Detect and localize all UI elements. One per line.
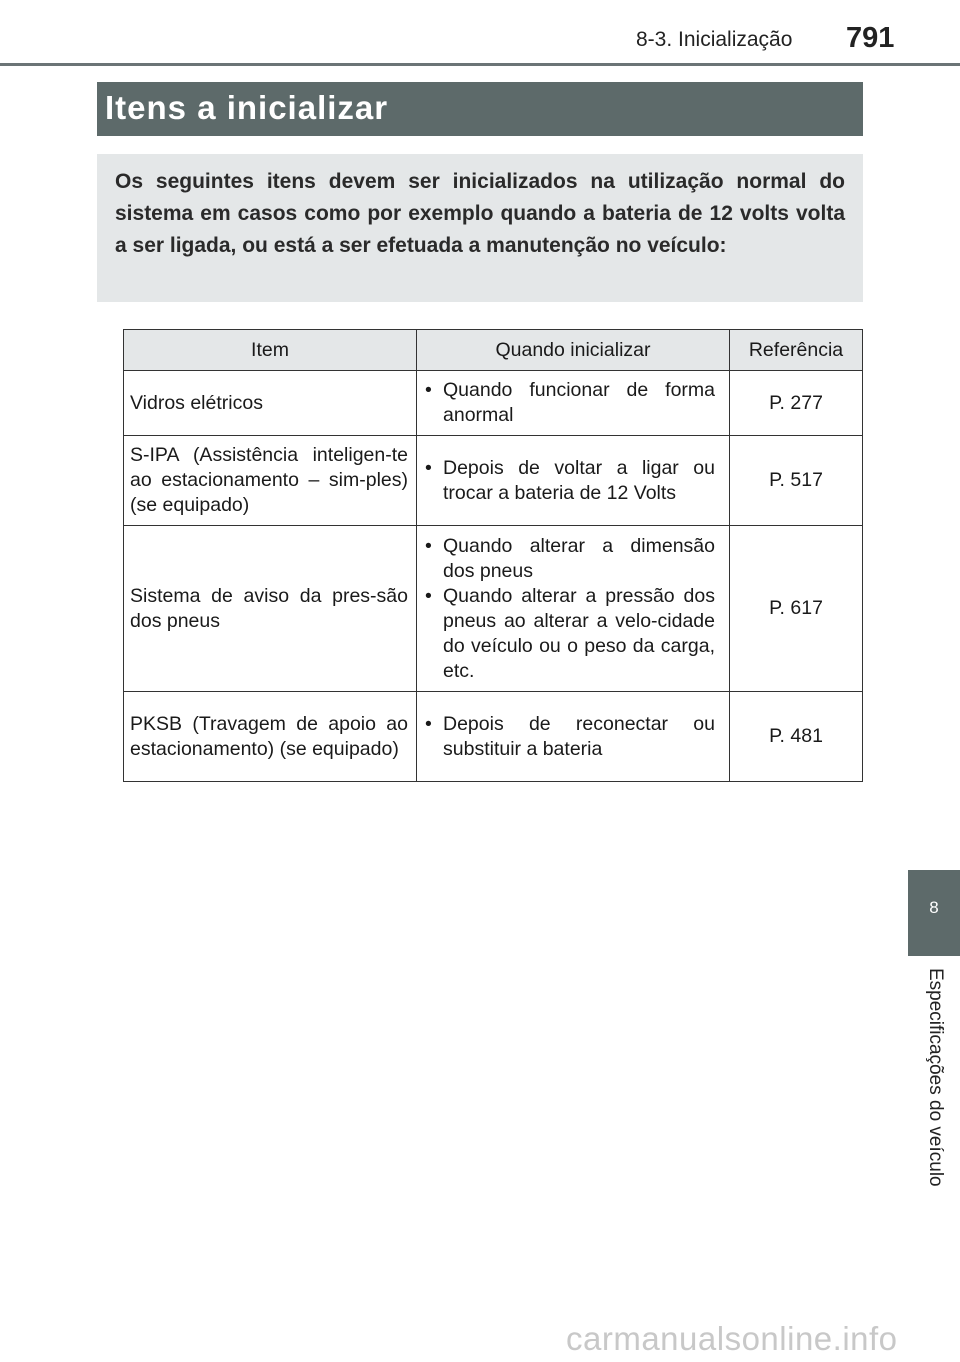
when-cell (417, 371, 730, 436)
header-reference: Referência (730, 330, 863, 371)
bullet-icon: • (425, 534, 432, 557)
chapter-title: Especificações do veículo (925, 968, 946, 1187)
watermark: carmanualsonline.info (566, 1320, 898, 1357)
item-cell: S-IPA (Assistência inteligen-te ao estacionamento – sim-ples) (se equipado) (124, 436, 417, 526)
item-cell: PKSB (Travagem de apoio ao estacionamento) (se equipado) (124, 692, 417, 782)
when-cell (417, 692, 730, 782)
intro-box (97, 154, 863, 302)
bullet-icon: • (425, 584, 432, 607)
when-text: Quando funcionar de forma anormal (443, 379, 715, 426)
item-cell: Sistema de aviso da pres-são dos pneus (124, 526, 417, 692)
table-row (124, 371, 863, 436)
when-text: Depois de voltar a ligar ou trocar a bateria de 12 Volts (443, 456, 715, 504)
page-number: 791 (846, 22, 895, 54)
header-divider (0, 63, 960, 66)
intro-text: Os seguintes itens devem ser inicializados na utilização normal do sistema em casos como por exemplo quando a bateria de 12 volts volta a ser ligada, ou está a ser efetuada a manutenção no veículo: (115, 170, 845, 257)
table-row (124, 692, 863, 782)
when-cell (417, 436, 730, 526)
table-row (124, 436, 863, 526)
when-cell (417, 526, 730, 692)
header-item: Item (124, 330, 417, 371)
bullet-icon: • (425, 712, 432, 735)
reference-cell: P. 277 (730, 371, 863, 436)
initialization-table (123, 329, 863, 782)
reference-cell: P. 617 (730, 526, 863, 692)
when-text: Quando alterar a dimensão dos pneus (443, 534, 715, 582)
title-bar (97, 82, 863, 136)
table-row (124, 526, 863, 692)
when-text: Depois de reconectar ou substituir a bateria (443, 712, 715, 760)
bullet-icon: • (425, 379, 432, 401)
bullet-icon: • (425, 456, 432, 479)
when-text: Quando alterar a pressão dos pneus ao alterar a velo-cidade do veículo ou o peso da carga, etc. (443, 584, 715, 682)
item-cell: Vidros elétricos (124, 371, 417, 436)
section-title: 8-3. Inicialização (636, 28, 793, 51)
chapter-number: 8 (929, 898, 939, 917)
reference-cell: P. 481 (730, 692, 863, 782)
header-when: Quando inicializar (417, 330, 730, 371)
table-header-row (124, 330, 863, 371)
reference-cell: P. 517 (730, 436, 863, 526)
chapter-tab (908, 870, 960, 956)
page-title: Itens a inicializar (105, 89, 389, 126)
